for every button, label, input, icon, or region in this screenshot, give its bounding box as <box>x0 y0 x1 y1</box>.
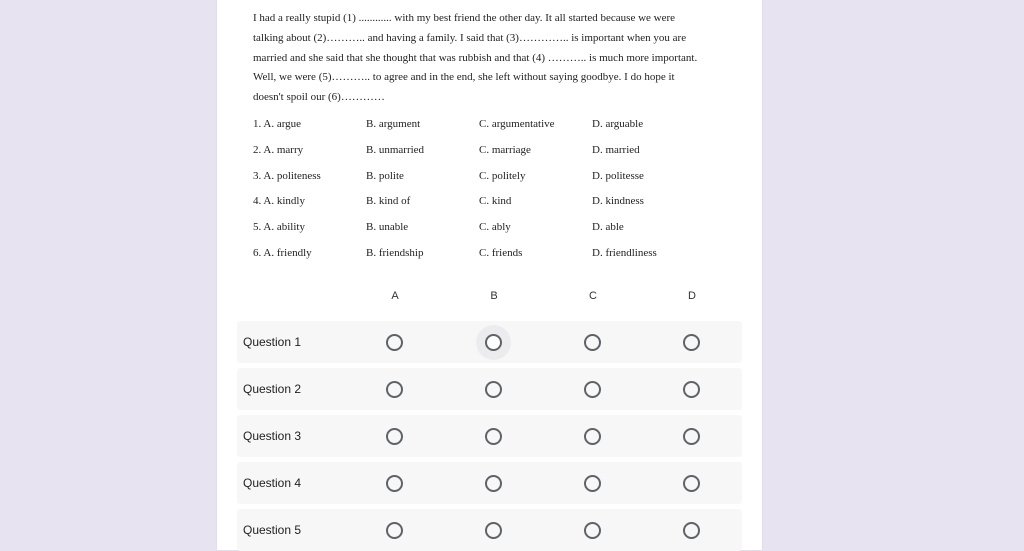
option-c: C. politely <box>479 169 526 182</box>
answer-options <box>253 118 723 273</box>
radio-q1-b[interactable] <box>485 334 502 351</box>
option-a: 5. A. ability <box>253 221 305 234</box>
radio-q3-b[interactable] <box>485 428 502 445</box>
radio-q5-d[interactable] <box>683 522 700 539</box>
radio-q2-d[interactable] <box>683 381 700 398</box>
radio-q2-a[interactable] <box>386 381 403 398</box>
option-b: B. friendship <box>366 246 424 259</box>
option-row-2 <box>253 144 723 170</box>
grid-row-question-2 <box>237 368 742 410</box>
form-card <box>217 0 762 550</box>
passage-line: Well, we were (5)……….. to agree and in the end, she left without saying goodbye. I do hope it <box>253 71 675 84</box>
passage-line: married and she said that she thought that was rubbish and that (4) ……….. is much more important. <box>253 51 698 64</box>
option-d: D. friendliness <box>592 246 657 259</box>
option-d: D. politesse <box>592 169 644 182</box>
grid-row-question-1 <box>237 321 742 363</box>
radio-q4-a[interactable] <box>386 475 403 492</box>
radio-q4-c[interactable] <box>584 475 601 492</box>
option-c: C. argumentative <box>479 118 555 130</box>
option-row-3 <box>253 170 723 196</box>
option-row-5 <box>253 221 723 247</box>
option-c: C. friends <box>479 246 523 259</box>
passage-line: I had a really stupid (1) ............ with my best friend the other day. It all started because we were <box>253 12 676 24</box>
reading-passage <box>253 9 728 108</box>
option-row-1 <box>253 118 723 144</box>
column-header-c: C <box>589 290 597 302</box>
radio-q4-d[interactable] <box>683 475 700 492</box>
option-b: B. kind of <box>366 195 411 208</box>
radio-q5-a[interactable] <box>386 522 403 539</box>
radio-q1-d[interactable] <box>683 334 700 351</box>
radio-q4-b[interactable] <box>485 475 502 492</box>
grid-column-headers <box>237 290 742 308</box>
option-b: B. unmarried <box>366 143 425 156</box>
option-row-6 <box>253 247 723 273</box>
option-a: 3. A. politeness <box>253 169 321 182</box>
column-header-d: D <box>688 290 696 302</box>
option-d: D. able <box>592 221 624 234</box>
radio-q3-a[interactable] <box>386 428 403 445</box>
option-c: C. ably <box>479 221 511 234</box>
option-c: C. marriage <box>479 143 531 156</box>
radio-q1-c[interactable] <box>584 334 601 351</box>
radio-q5-b[interactable] <box>485 522 502 539</box>
radio-q2-c[interactable] <box>584 381 601 398</box>
option-d: D. married <box>592 143 640 156</box>
row-label: Question 5 <box>243 523 302 537</box>
option-row-4 <box>253 195 723 221</box>
option-a: 2. A. marry <box>253 143 304 156</box>
option-b: B. polite <box>366 169 404 182</box>
grid-row-question-4 <box>237 462 742 504</box>
radio-q2-b[interactable] <box>485 381 502 398</box>
row-label: Question 3 <box>243 429 302 443</box>
radio-q3-c[interactable] <box>584 428 601 445</box>
grid-row-question-3 <box>237 415 742 457</box>
row-label: Question 1 <box>243 335 302 349</box>
option-a: 6. A. friendly <box>253 246 312 259</box>
row-label: Question 4 <box>243 476 302 490</box>
passage-line: talking about (2)……….. and having a family. I said that (3)………….. is important when you are <box>253 31 687 44</box>
grid-row-question-5 <box>237 509 742 551</box>
radio-q3-d[interactable] <box>683 428 700 445</box>
row-label: Question 2 <box>243 382 302 396</box>
option-c: C. kind <box>479 195 512 208</box>
option-d: D. kindness <box>592 195 644 208</box>
radio-q1-a[interactable] <box>386 334 403 351</box>
passage-line: doesn't spoil our (6)………… <box>253 91 385 104</box>
column-header-b: B <box>490 290 498 302</box>
column-header-a: A <box>391 290 399 302</box>
option-a: 4. A. kindly <box>253 195 305 208</box>
radio-q5-c[interactable] <box>584 522 601 539</box>
option-b: B. argument <box>366 118 421 130</box>
option-d: D. arguable <box>592 118 644 130</box>
option-b: B. unable <box>366 221 409 234</box>
option-a: 1. A. argue <box>253 118 302 130</box>
